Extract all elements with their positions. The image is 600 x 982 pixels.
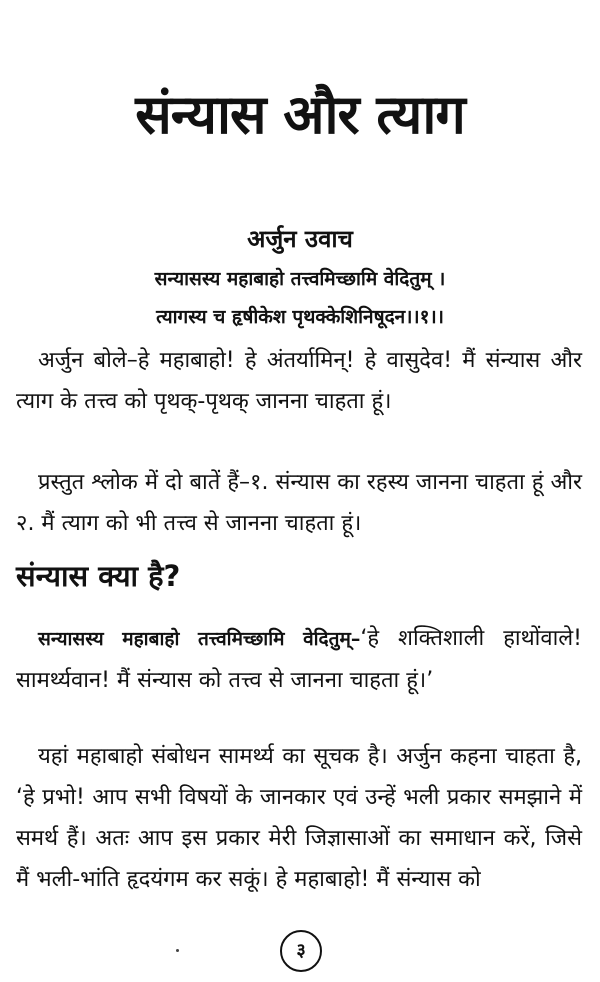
paragraph-text: ‘हे शक्तिशाली हाथोंवाले! सामर्थ्यवान! मैं संन्यास को तत्त्व से जानना चाहता हूं।’ <box>16 626 583 693</box>
page-number: ३ <box>280 930 322 972</box>
paragraph-text: अर्जुन बोले–हे महाबाहो! हे अंतर्यामिन्! हे वासुदेव! मैं संन्यास और त्याग के तत्त्व को पृथक्-पृथक् जानना चाहता हूं। <box>16 348 582 414</box>
paragraph-text: यहां महाबाहो संबोधन सामर्थ्य का सूचक है। अर्जुन कहना चाहता है, ‘हे प्रभो! आप सभी विषयों के जानकार एवं उन्हें भली प्रकार समझाने में समर्थ हैं। अतः आप इस प्रकार मेरी जिज्ञासाओं का समाधान करें, जिसे मैं भली-भांति हृदयंगम कर सकूं। हे महाबाहो! मैं संन्यास को <box>16 744 582 892</box>
paragraph-commentary <box>16 736 582 900</box>
section-heading: संन्यास क्या है? <box>16 559 181 593</box>
verse-line-1: सन्यासस्य महाबाहो तत्त्वमिच्छामि वेदितुम् । <box>154 268 446 290</box>
verse-speaker: अर्जुन उवाच <box>247 225 353 253</box>
paragraph-text: प्रस्तुत श्लोक में दो बातें हैं–१. संन्यास का रहस्य जानना चाहता हूं और २. मैं त्याग को भी तत्त्व से जानना चाहता हूं। <box>16 470 582 536</box>
verse-line-2: त्यागस्य च हृषीकेश पृथक्केशिनिषूदन।।१।। <box>156 306 444 328</box>
print-speck <box>176 949 179 952</box>
paragraph-summary <box>16 462 582 544</box>
chapter-title: संन्यास और त्याग <box>135 83 465 146</box>
paragraph-lead-quote: सन्यासस्य महाबाहो तत्त्वमिच्छामि वेदितुम्– <box>38 628 361 650</box>
paragraph-verse-explanation <box>16 618 582 701</box>
paragraph-translation <box>16 340 582 422</box>
